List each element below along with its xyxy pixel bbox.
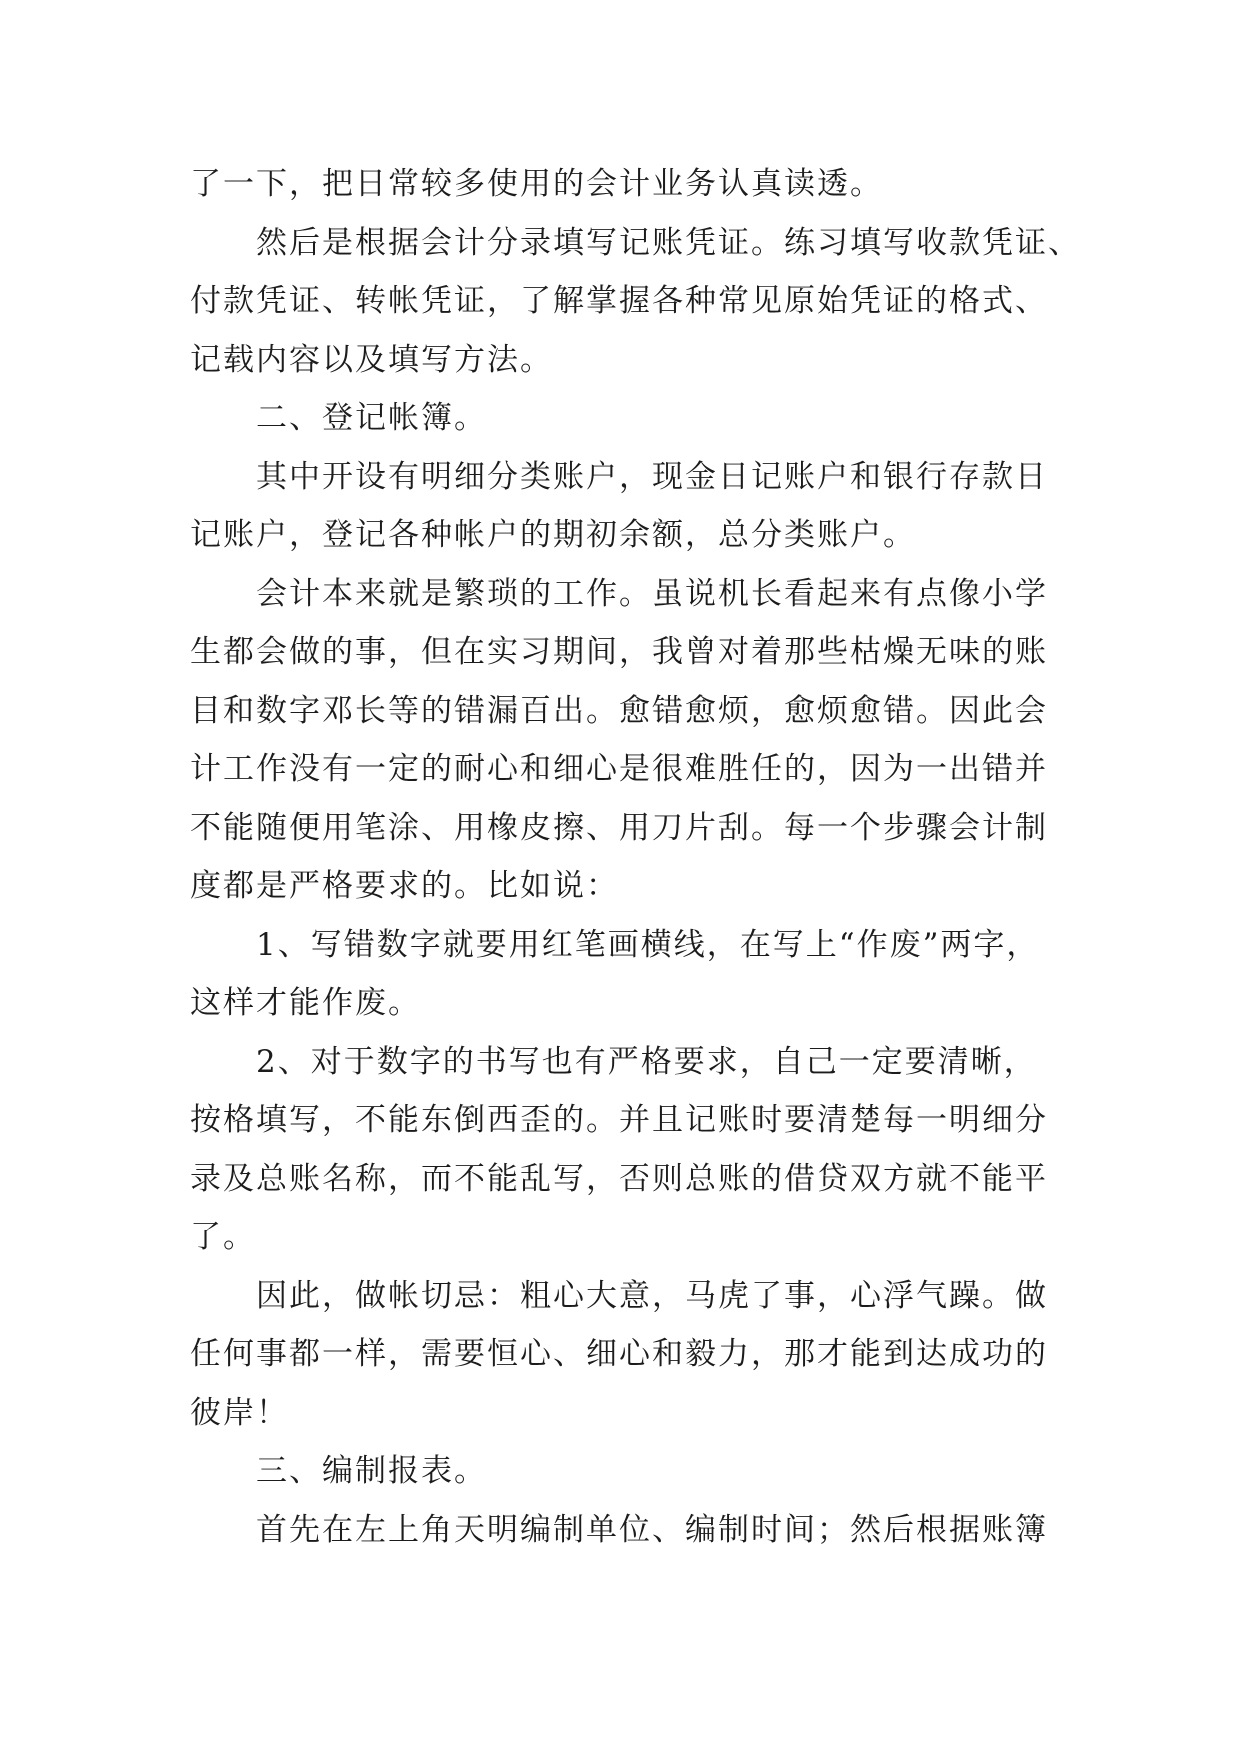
section-heading [190, 1442, 1241, 1501]
text-line: 目和数字邓长等的错漏百出。愈错愈烦，愈烦愈错。因此会 [190, 692, 1048, 729]
text-line: 会计本来就是繁琐的工作。虽说机长看起来有点像小学 [256, 575, 1048, 612]
paragraph [190, 565, 1241, 916]
paragraph [190, 214, 1241, 390]
text-line: 记账户，登记各种帐户的期初余额，总分类账户。 [190, 517, 916, 553]
text-line: 这样才能作废。 [190, 985, 421, 1021]
text-line: 任何事都一样，需要恒心、细心和毅力，那才能到达成功的 [190, 1336, 1048, 1372]
text-line: 了一下，把日常较多使用的会计业务认真读透。 [190, 166, 883, 202]
text-line: 了。 [190, 1219, 256, 1255]
text-line: 二、登记帐簿。 [256, 400, 487, 436]
text-line: 生都会做的事，但在实习期间，我曾对着那些枯燥无味的账 [190, 634, 1048, 670]
list-item [190, 1033, 1241, 1267]
text-line: 2、对于数字的书写也有严格要求，自己一定要清晰， [256, 1043, 1037, 1080]
text-line: 三、编制报表。 [256, 1453, 487, 1489]
text-line: 按格填写，不能东倒西歪的。并且记账时要清楚每一明细分 [190, 1102, 1048, 1138]
text-line: 然后是根据会计分录填写记账凭证。练习填写收款凭证、 [256, 224, 1081, 261]
paragraph [190, 1267, 1241, 1443]
text-line: 度都是严格要求的。比如说： [190, 868, 619, 904]
section-heading [190, 389, 1241, 448]
text-line: 录及总账名称，而不能乱写，否则总账的借贷双方就不能平 [190, 1160, 1048, 1197]
paragraph [190, 155, 1241, 214]
text-line: 计工作没有一定的耐心和细心是很难胜任的，因为一出错并 [190, 751, 1048, 787]
text-line: 不能随便用笔涂、用橡皮擦、用刀片刮。每一个步骤会计制 [190, 809, 1048, 846]
text-line: 其中开设有明细分类账户，现金日记账户和银行存款日 [256, 458, 1048, 495]
paragraph [190, 1501, 1241, 1560]
text-line: 首先在左上角天明编制单位、编制时间；然后根据账簿 [256, 1511, 1048, 1548]
text-line: 记载内容以及填写方法。 [190, 341, 553, 378]
text-line: 付款凭证、转帐凭证，了解掌握各种常见原始凭证的格式、 [190, 283, 1048, 319]
paragraph [190, 448, 1241, 565]
text-line: 彼岸！ [190, 1394, 289, 1431]
text-line: 因此，做帐切忌：粗心大意，马虎了事，心浮气躁。做 [256, 1277, 1048, 1314]
list-item [190, 916, 1241, 1033]
text-line: 1、写错数字就要用红笔画横线，在写上“作废”两字， [256, 926, 1040, 963]
